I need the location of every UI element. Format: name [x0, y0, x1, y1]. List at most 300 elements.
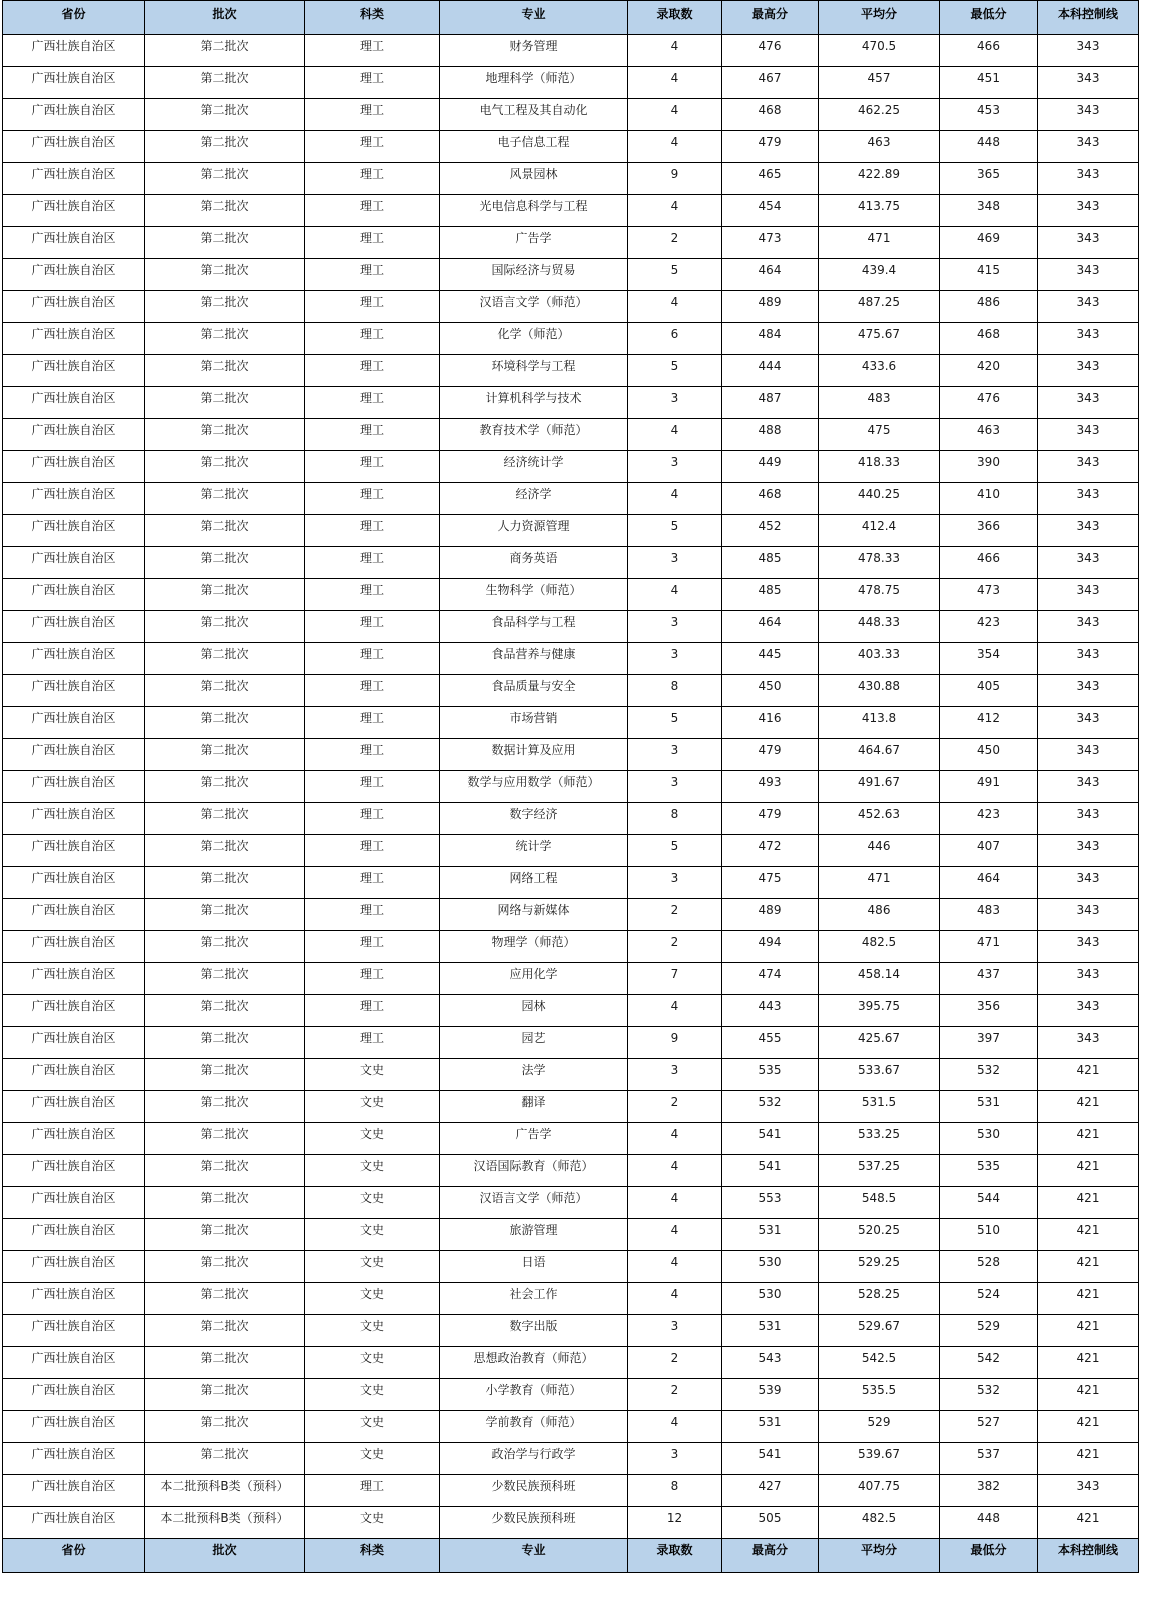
cell-province: 广西壮族自治区 [3, 483, 145, 515]
cell-control-line: 343 [1038, 547, 1139, 579]
cell-category: 理工 [305, 387, 440, 419]
cell-avg-score: 542.5 [819, 1347, 940, 1379]
cell-max-score: 472 [722, 835, 819, 867]
cell-min-score: 448 [940, 1507, 1038, 1539]
cell-batch: 本二批预科B类（预科） [145, 1507, 305, 1539]
table-row [3, 1219, 1139, 1251]
cell-max-score: 530 [722, 1283, 819, 1315]
cell-avg-score: 482.5 [819, 1507, 940, 1539]
footer-header-batch: 批次 [145, 1539, 305, 1573]
cell-max-score: 489 [722, 291, 819, 323]
table-row [3, 675, 1139, 707]
cell-min-score: 532 [940, 1059, 1038, 1091]
cell-major: 学前教育（师范） [440, 1411, 628, 1443]
cell-control-line: 421 [1038, 1507, 1139, 1539]
cell-avg-score: 462.25 [819, 99, 940, 131]
cell-batch: 第二批次 [145, 131, 305, 163]
cell-admitted-count: 2 [628, 1347, 722, 1379]
cell-max-score: 541 [722, 1443, 819, 1475]
cell-admitted-count: 5 [628, 707, 722, 739]
cell-category: 理工 [305, 323, 440, 355]
cell-min-score: 450 [940, 739, 1038, 771]
cell-min-score: 420 [940, 355, 1038, 387]
cell-province: 广西壮族自治区 [3, 1283, 145, 1315]
cell-avg-score: 535.5 [819, 1379, 940, 1411]
cell-avg-score: 528.25 [819, 1283, 940, 1315]
cell-major: 生物科学（师范） [440, 579, 628, 611]
cell-batch: 第二批次 [145, 67, 305, 99]
cell-category: 理工 [305, 67, 440, 99]
table-row [3, 227, 1139, 259]
cell-avg-score: 422.89 [819, 163, 940, 195]
cell-province: 广西壮族自治区 [3, 1091, 145, 1123]
cell-batch: 第二批次 [145, 291, 305, 323]
cell-min-score: 527 [940, 1411, 1038, 1443]
cell-admitted-count: 5 [628, 515, 722, 547]
cell-min-score: 415 [940, 259, 1038, 291]
cell-batch: 第二批次 [145, 419, 305, 451]
cell-batch: 第二批次 [145, 35, 305, 67]
cell-admitted-count: 8 [628, 803, 722, 835]
cell-max-score: 455 [722, 1027, 819, 1059]
cell-max-score: 464 [722, 611, 819, 643]
cell-control-line: 343 [1038, 195, 1139, 227]
cell-category: 文史 [305, 1443, 440, 1475]
cell-min-score: 451 [940, 67, 1038, 99]
cell-max-score: 450 [722, 675, 819, 707]
cell-category: 理工 [305, 163, 440, 195]
cell-category: 理工 [305, 483, 440, 515]
cell-avg-score: 452.63 [819, 803, 940, 835]
cell-category: 文史 [305, 1315, 440, 1347]
cell-avg-score: 475.67 [819, 323, 940, 355]
cell-batch: 第二批次 [145, 1347, 305, 1379]
cell-province: 广西壮族自治区 [3, 1315, 145, 1347]
cell-batch: 第二批次 [145, 1283, 305, 1315]
cell-max-score: 485 [722, 579, 819, 611]
cell-min-score: 531 [940, 1091, 1038, 1123]
header-major: 专业 [440, 1, 628, 35]
cell-batch: 第二批次 [145, 1379, 305, 1411]
cell-batch: 第二批次 [145, 1155, 305, 1187]
footer-header-max-score: 最高分 [722, 1539, 819, 1573]
table-row [3, 291, 1139, 323]
cell-category: 理工 [305, 515, 440, 547]
cell-avg-score: 440.25 [819, 483, 940, 515]
cell-max-score: 468 [722, 99, 819, 131]
cell-admitted-count: 4 [628, 1283, 722, 1315]
table-row [3, 835, 1139, 867]
cell-province: 广西壮族自治区 [3, 963, 145, 995]
cell-major: 环境科学与工程 [440, 355, 628, 387]
cell-province: 广西壮族自治区 [3, 259, 145, 291]
cell-control-line: 421 [1038, 1219, 1139, 1251]
cell-province: 广西壮族自治区 [3, 771, 145, 803]
cell-major: 化学（师范） [440, 323, 628, 355]
cell-admitted-count: 5 [628, 355, 722, 387]
cell-category: 理工 [305, 579, 440, 611]
cell-category: 理工 [305, 419, 440, 451]
footer-header-row [3, 1539, 1139, 1573]
cell-max-score: 468 [722, 483, 819, 515]
cell-major: 广告学 [440, 227, 628, 259]
cell-major: 汉语言文学（师范） [440, 1187, 628, 1219]
cell-avg-score: 407.75 [819, 1475, 940, 1507]
cell-batch: 第二批次 [145, 99, 305, 131]
cell-control-line: 343 [1038, 67, 1139, 99]
cell-admitted-count: 4 [628, 1251, 722, 1283]
cell-batch: 第二批次 [145, 227, 305, 259]
cell-avg-score: 395.75 [819, 995, 940, 1027]
cell-province: 广西壮族自治区 [3, 163, 145, 195]
table-row [3, 323, 1139, 355]
cell-major: 少数民族预科班 [440, 1507, 628, 1539]
cell-min-score: 405 [940, 675, 1038, 707]
cell-batch: 第二批次 [145, 451, 305, 483]
cell-min-score: 466 [940, 547, 1038, 579]
cell-max-score: 489 [722, 899, 819, 931]
cell-major: 小学教育（师范） [440, 1379, 628, 1411]
cell-admitted-count: 4 [628, 1187, 722, 1219]
cell-control-line: 343 [1038, 931, 1139, 963]
cell-max-score: 488 [722, 419, 819, 451]
header-province: 省份 [3, 1, 145, 35]
footer-header-province: 省份 [3, 1539, 145, 1573]
cell-max-score: 539 [722, 1379, 819, 1411]
cell-major: 统计学 [440, 835, 628, 867]
cell-batch: 第二批次 [145, 387, 305, 419]
cell-min-score: 473 [940, 579, 1038, 611]
table-row [3, 1155, 1139, 1187]
cell-batch: 第二批次 [145, 323, 305, 355]
header-min-score: 最低分 [940, 1, 1038, 35]
cell-avg-score: 529.67 [819, 1315, 940, 1347]
cell-min-score: 528 [940, 1251, 1038, 1283]
cell-min-score: 463 [940, 419, 1038, 451]
cell-admitted-count: 3 [628, 547, 722, 579]
cell-category: 理工 [305, 995, 440, 1027]
admission-table [2, 0, 1139, 1573]
cell-batch: 第二批次 [145, 1443, 305, 1475]
cell-max-score: 445 [722, 643, 819, 675]
cell-control-line: 421 [1038, 1411, 1139, 1443]
cell-major: 人力资源管理 [440, 515, 628, 547]
table-row [3, 1251, 1139, 1283]
cell-min-score: 423 [940, 803, 1038, 835]
footer-header-category: 科类 [305, 1539, 440, 1573]
table-row [3, 1283, 1139, 1315]
cell-admitted-count: 5 [628, 259, 722, 291]
cell-max-score: 474 [722, 963, 819, 995]
cell-control-line: 343 [1038, 515, 1139, 547]
cell-max-score: 416 [722, 707, 819, 739]
cell-admitted-count: 3 [628, 1443, 722, 1475]
cell-category: 理工 [305, 355, 440, 387]
cell-admitted-count: 4 [628, 67, 722, 99]
cell-province: 广西壮族自治区 [3, 1155, 145, 1187]
cell-max-score: 484 [722, 323, 819, 355]
cell-control-line: 343 [1038, 995, 1139, 1027]
cell-min-score: 412 [940, 707, 1038, 739]
cell-major: 财务管理 [440, 35, 628, 67]
cell-max-score: 505 [722, 1507, 819, 1539]
cell-avg-score: 413.8 [819, 707, 940, 739]
cell-admitted-count: 3 [628, 643, 722, 675]
cell-category: 理工 [305, 451, 440, 483]
cell-min-score: 397 [940, 1027, 1038, 1059]
cell-min-score: 532 [940, 1379, 1038, 1411]
table-row [3, 803, 1139, 835]
cell-batch: 第二批次 [145, 611, 305, 643]
cell-control-line: 421 [1038, 1123, 1139, 1155]
cell-control-line: 343 [1038, 227, 1139, 259]
cell-batch: 第二批次 [145, 163, 305, 195]
cell-category: 文史 [305, 1155, 440, 1187]
cell-control-line: 343 [1038, 771, 1139, 803]
table-row [3, 707, 1139, 739]
cell-major: 地理科学（师范） [440, 67, 628, 99]
table-row [3, 995, 1139, 1027]
cell-batch: 第二批次 [145, 1059, 305, 1091]
cell-control-line: 343 [1038, 451, 1139, 483]
table-row [3, 1187, 1139, 1219]
cell-batch: 第二批次 [145, 899, 305, 931]
cell-min-score: 390 [940, 451, 1038, 483]
cell-batch: 第二批次 [145, 579, 305, 611]
cell-control-line: 343 [1038, 419, 1139, 451]
table-row [3, 1443, 1139, 1475]
cell-category: 理工 [305, 867, 440, 899]
footer-header-admitted-count: 录取数 [628, 1539, 722, 1573]
cell-max-score: 541 [722, 1155, 819, 1187]
cell-admitted-count: 2 [628, 899, 722, 931]
cell-province: 广西壮族自治区 [3, 931, 145, 963]
cell-min-score: 529 [940, 1315, 1038, 1347]
header-control-line: 本科控制线 [1038, 1, 1139, 35]
table-row [3, 1315, 1139, 1347]
footer-header-min-score: 最低分 [940, 1539, 1038, 1573]
cell-batch: 第二批次 [145, 1251, 305, 1283]
cell-min-score: 486 [940, 291, 1038, 323]
cell-category: 理工 [305, 227, 440, 259]
cell-batch: 本二批预科B类（预科） [145, 1475, 305, 1507]
cell-admitted-count: 4 [628, 131, 722, 163]
cell-control-line: 421 [1038, 1091, 1139, 1123]
cell-batch: 第二批次 [145, 1027, 305, 1059]
cell-province: 广西壮族自治区 [3, 1027, 145, 1059]
cell-control-line: 421 [1038, 1155, 1139, 1187]
cell-admitted-count: 12 [628, 1507, 722, 1539]
cell-max-score: 493 [722, 771, 819, 803]
cell-category: 理工 [305, 835, 440, 867]
cell-major: 思想政治教育（师范） [440, 1347, 628, 1379]
table-row [3, 579, 1139, 611]
cell-min-score: 469 [940, 227, 1038, 259]
cell-control-line: 343 [1038, 707, 1139, 739]
footer-header-control-line: 本科控制线 [1038, 1539, 1139, 1573]
cell-max-score: 427 [722, 1475, 819, 1507]
cell-min-score: 366 [940, 515, 1038, 547]
cell-province: 广西壮族自治区 [3, 1443, 145, 1475]
cell-control-line: 343 [1038, 1475, 1139, 1507]
cell-province: 广西壮族自治区 [3, 291, 145, 323]
cell-max-score: 494 [722, 931, 819, 963]
table-row [3, 1411, 1139, 1443]
cell-province: 广西壮族自治区 [3, 835, 145, 867]
cell-major: 政治学与行政学 [440, 1443, 628, 1475]
cell-category: 文史 [305, 1091, 440, 1123]
cell-control-line: 343 [1038, 643, 1139, 675]
cell-max-score: 454 [722, 195, 819, 227]
cell-batch: 第二批次 [145, 931, 305, 963]
cell-province: 广西壮族自治区 [3, 515, 145, 547]
cell-admitted-count: 3 [628, 1315, 722, 1347]
cell-min-score: 354 [940, 643, 1038, 675]
cell-province: 广西壮族自治区 [3, 323, 145, 355]
cell-max-score: 443 [722, 995, 819, 1027]
cell-major: 汉语言文学（师范） [440, 291, 628, 323]
cell-max-score: 452 [722, 515, 819, 547]
cell-province: 广西壮族自治区 [3, 899, 145, 931]
cell-batch: 第二批次 [145, 547, 305, 579]
cell-min-score: 382 [940, 1475, 1038, 1507]
cell-control-line: 421 [1038, 1379, 1139, 1411]
cell-major: 网络与新媒体 [440, 899, 628, 931]
cell-province: 广西壮族自治区 [3, 419, 145, 451]
cell-max-score: 543 [722, 1347, 819, 1379]
cell-control-line: 343 [1038, 323, 1139, 355]
cell-province: 广西壮族自治区 [3, 1411, 145, 1443]
cell-min-score: 468 [940, 323, 1038, 355]
cell-province: 广西壮族自治区 [3, 867, 145, 899]
table-row [3, 771, 1139, 803]
cell-control-line: 421 [1038, 1187, 1139, 1219]
cell-avg-score: 439.4 [819, 259, 940, 291]
cell-category: 理工 [305, 643, 440, 675]
cell-admitted-count: 3 [628, 771, 722, 803]
cell-category: 理工 [305, 131, 440, 163]
cell-province: 广西壮族自治区 [3, 1219, 145, 1251]
cell-major: 食品质量与安全 [440, 675, 628, 707]
cell-admitted-count: 3 [628, 739, 722, 771]
cell-admitted-count: 3 [628, 387, 722, 419]
cell-major: 风景园林 [440, 163, 628, 195]
cell-control-line: 421 [1038, 1059, 1139, 1091]
cell-admitted-count: 4 [628, 195, 722, 227]
cell-category: 理工 [305, 931, 440, 963]
cell-major: 商务英语 [440, 547, 628, 579]
cell-avg-score: 491.67 [819, 771, 940, 803]
cell-province: 广西壮族自治区 [3, 739, 145, 771]
table-row [3, 1347, 1139, 1379]
cell-batch: 第二批次 [145, 995, 305, 1027]
cell-batch: 第二批次 [145, 195, 305, 227]
cell-control-line: 343 [1038, 163, 1139, 195]
cell-min-score: 471 [940, 931, 1038, 963]
cell-admitted-count: 4 [628, 35, 722, 67]
cell-control-line: 343 [1038, 579, 1139, 611]
cell-avg-score: 533.25 [819, 1123, 940, 1155]
cell-batch: 第二批次 [145, 835, 305, 867]
cell-batch: 第二批次 [145, 771, 305, 803]
header-row [3, 1, 1139, 35]
cell-avg-score: 418.33 [819, 451, 940, 483]
cell-category: 理工 [305, 259, 440, 291]
table-row [3, 515, 1139, 547]
cell-avg-score: 486 [819, 899, 940, 931]
cell-avg-score: 458.14 [819, 963, 940, 995]
cell-avg-score: 471 [819, 227, 940, 259]
cell-major: 少数民族预科班 [440, 1475, 628, 1507]
cell-min-score: 466 [940, 35, 1038, 67]
cell-province: 广西壮族自治区 [3, 707, 145, 739]
cell-category: 理工 [305, 1027, 440, 1059]
cell-control-line: 343 [1038, 355, 1139, 387]
cell-province: 广西壮族自治区 [3, 1379, 145, 1411]
table-row [3, 355, 1139, 387]
cell-batch: 第二批次 [145, 515, 305, 547]
cell-major: 经济统计学 [440, 451, 628, 483]
cell-min-score: 510 [940, 1219, 1038, 1251]
cell-avg-score: 470.5 [819, 35, 940, 67]
cell-category: 理工 [305, 771, 440, 803]
cell-category: 文史 [305, 1507, 440, 1539]
cell-category: 理工 [305, 675, 440, 707]
cell-major: 广告学 [440, 1123, 628, 1155]
cell-category: 文史 [305, 1379, 440, 1411]
cell-major: 电气工程及其自动化 [440, 99, 628, 131]
cell-avg-score: 482.5 [819, 931, 940, 963]
table-row [3, 387, 1139, 419]
cell-province: 广西壮族自治区 [3, 1507, 145, 1539]
cell-province: 广西壮族自治区 [3, 1059, 145, 1091]
cell-max-score: 531 [722, 1411, 819, 1443]
cell-control-line: 343 [1038, 99, 1139, 131]
cell-batch: 第二批次 [145, 867, 305, 899]
cell-province: 广西壮族自治区 [3, 195, 145, 227]
header-batch: 批次 [145, 1, 305, 35]
cell-control-line: 343 [1038, 803, 1139, 835]
header-category: 科类 [305, 1, 440, 35]
table-row [3, 547, 1139, 579]
cell-avg-score: 430.88 [819, 675, 940, 707]
cell-major: 经济学 [440, 483, 628, 515]
cell-category: 文史 [305, 1411, 440, 1443]
cell-avg-score: 433.6 [819, 355, 940, 387]
cell-category: 理工 [305, 899, 440, 931]
cell-major: 市场营销 [440, 707, 628, 739]
cell-max-score: 479 [722, 803, 819, 835]
cell-province: 广西壮族自治区 [3, 131, 145, 163]
cell-max-score: 465 [722, 163, 819, 195]
cell-control-line: 343 [1038, 867, 1139, 899]
cell-avg-score: 425.67 [819, 1027, 940, 1059]
cell-major: 光电信息科学与工程 [440, 195, 628, 227]
cell-major: 应用化学 [440, 963, 628, 995]
cell-batch: 第二批次 [145, 1315, 305, 1347]
cell-max-score: 535 [722, 1059, 819, 1091]
cell-max-score: 444 [722, 355, 819, 387]
cell-control-line: 421 [1038, 1283, 1139, 1315]
cell-max-score: 479 [722, 739, 819, 771]
table-row [3, 899, 1139, 931]
cell-control-line: 343 [1038, 387, 1139, 419]
cell-min-score: 453 [940, 99, 1038, 131]
cell-admitted-count: 9 [628, 163, 722, 195]
cell-min-score: 407 [940, 835, 1038, 867]
cell-province: 广西壮族自治区 [3, 1187, 145, 1219]
cell-admitted-count: 3 [628, 611, 722, 643]
